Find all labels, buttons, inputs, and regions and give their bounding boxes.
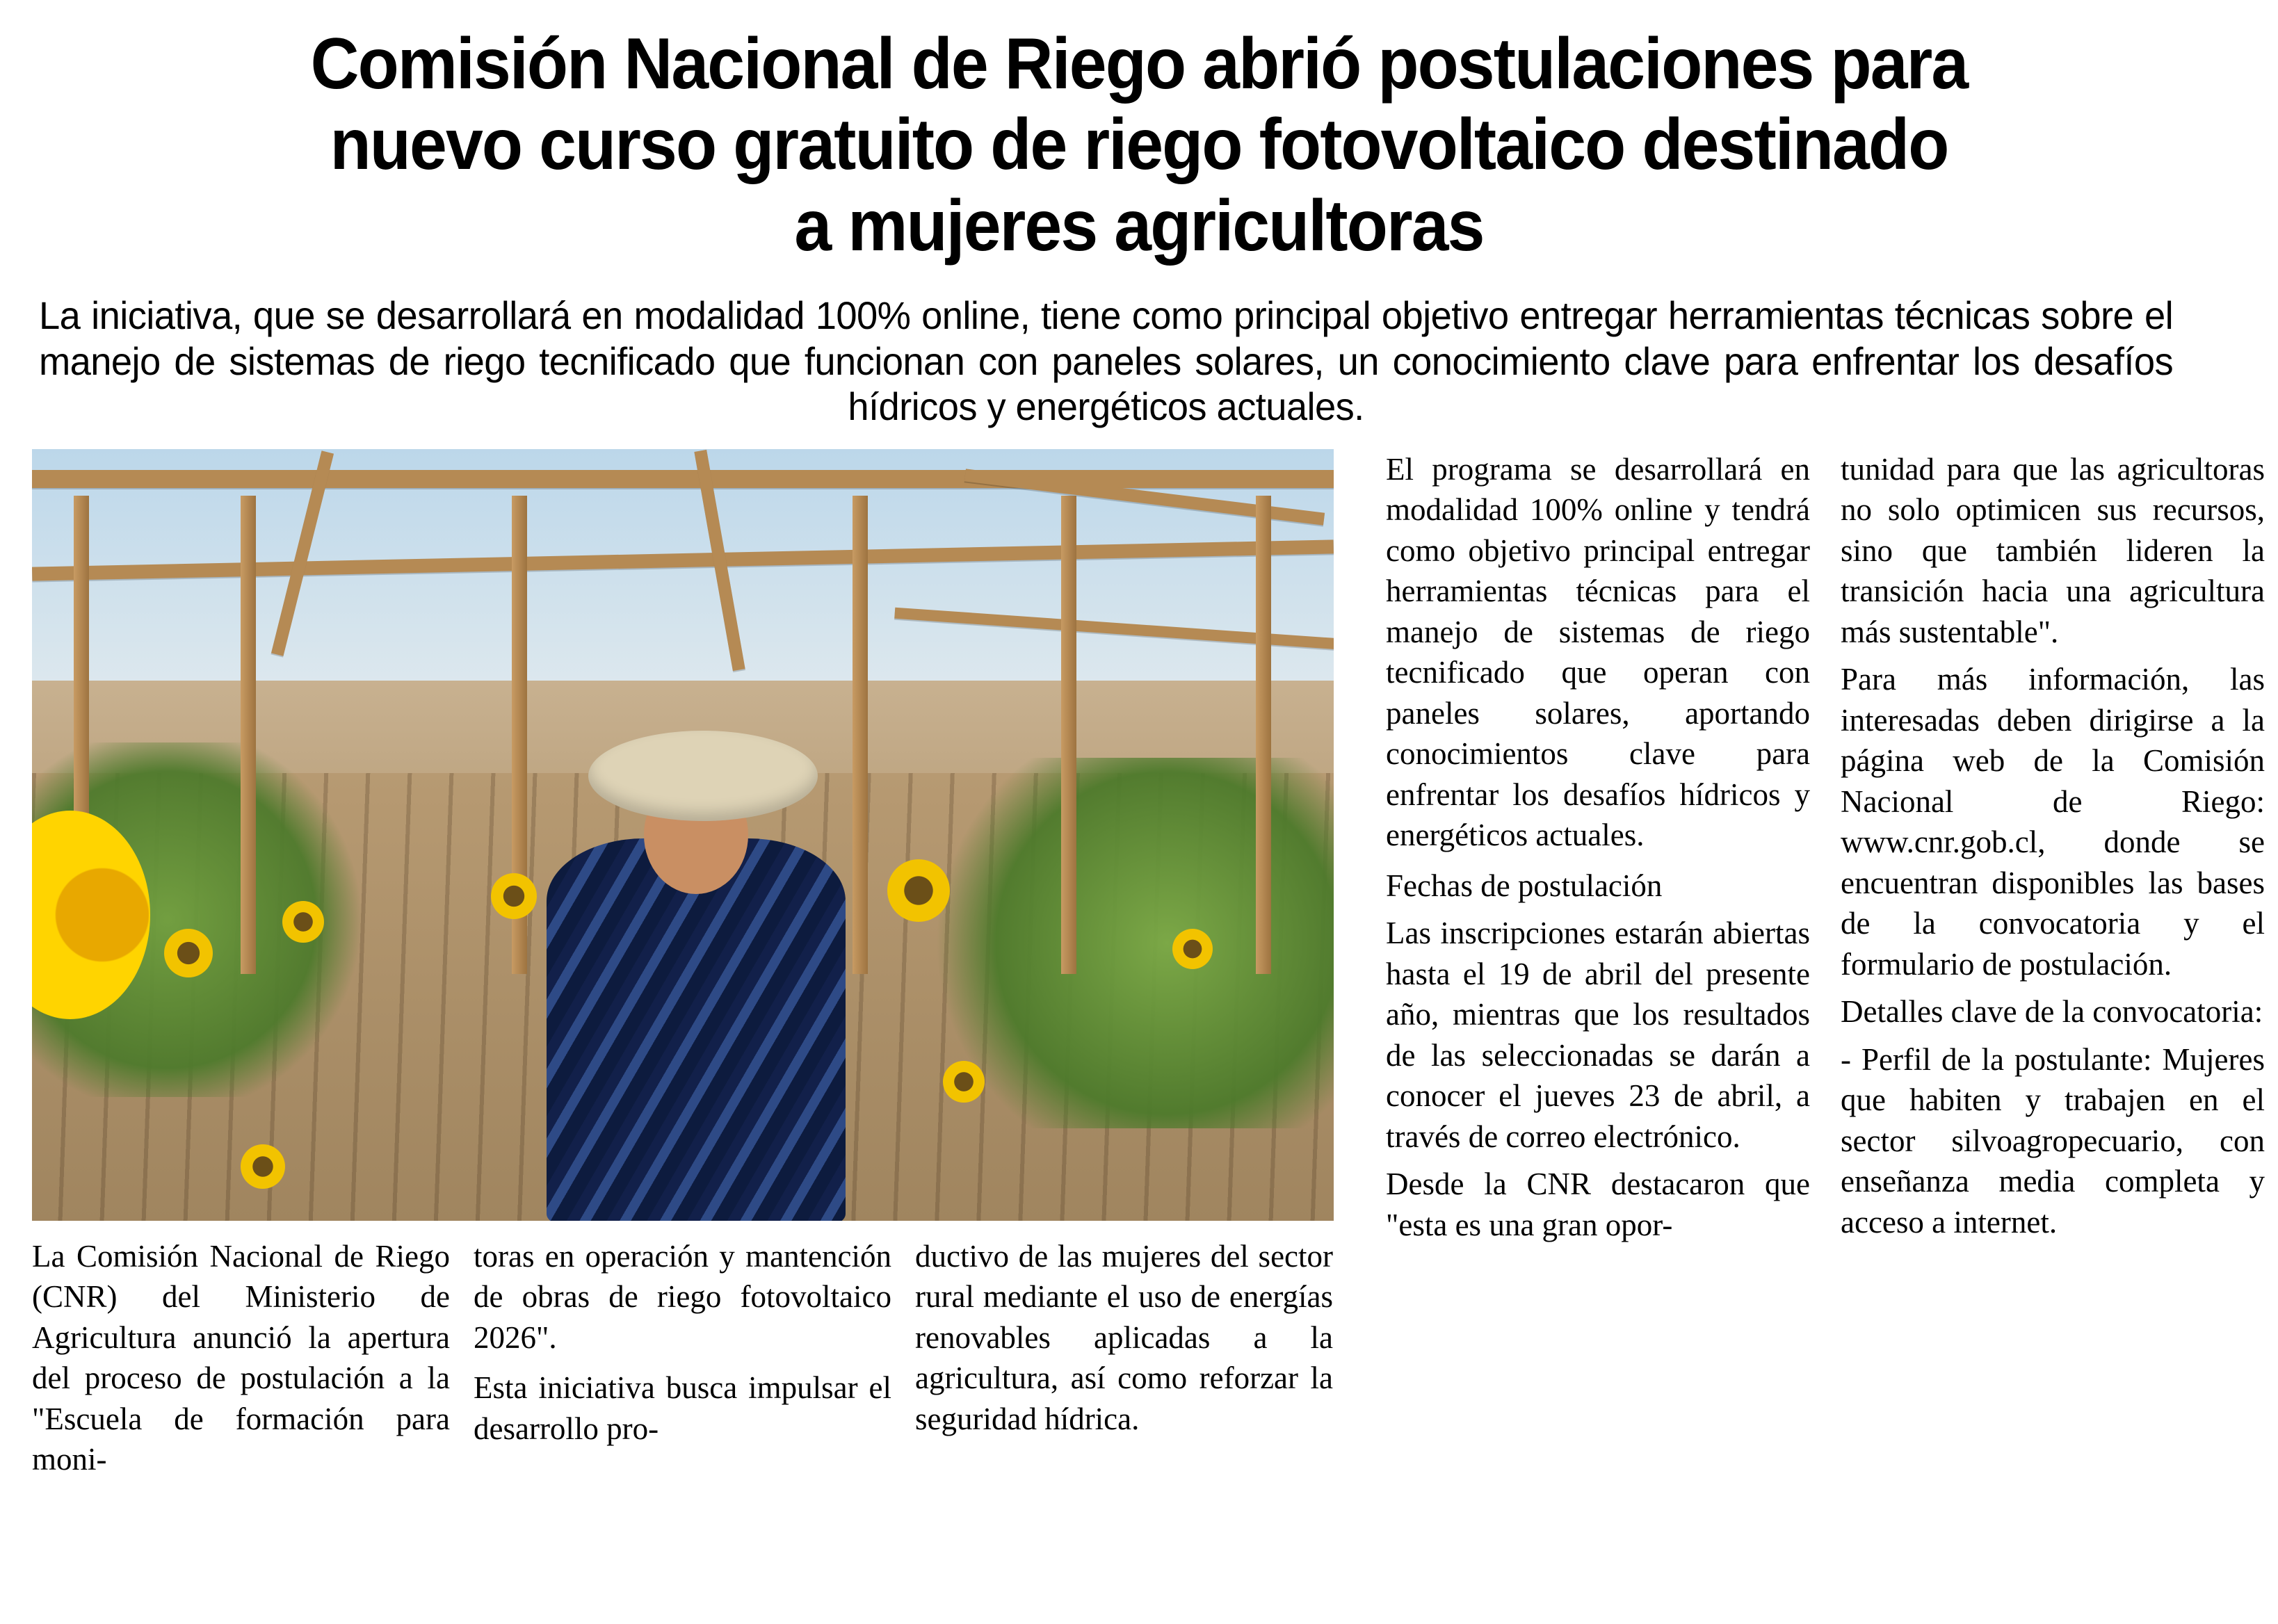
photo-sunflower: [282, 901, 324, 943]
paragraph: Para más información, las interesadas deben dirigirse a la página web de la Comisión Nacional de Riego: www.cnr.gob.cl, donde se encuentran disponibles las bases de la convocatoria y el formulario de postulación.: [1841, 662, 2265, 982]
paragraph: tunidad para que las agricultoras no solo optimicen sus recursos, sino que también lideren la transición hacia una agricultura más sustentable".: [1841, 451, 2265, 649]
article-standfirst: La iniciativa, que se desarrollará en modalidad 100% online, tiene como principal objetivo entregar herramientas técnicas sobre el manejo de sistemas de riego tecnificado que funcionan con paneles solares, un conocimiento clave para enfrentar los desafíos hídricos y energéticos actuales.: [39, 293, 2174, 429]
section-subheading: Detalles clave de la convocatoria:: [1841, 994, 2263, 1030]
text-column-2: [474, 1236, 891, 1480]
photo-sunflower: [1172, 929, 1213, 969]
headline-line-2: nuevo curso gratuito de riego fotovoltaico destinado: [330, 104, 1948, 186]
paragraph: - Perfil de la postulante: Mujeres que habiten y trabajen en el sector silvoagropecuario, con enseñanza media completa y acceso a internet.: [1841, 1041, 2265, 1240]
paragraph: La Comisión Nacional de Riego (CNR) del Ministerio de Agricultura anunció la apertura del proceso de postulación a la "Escuela de formación para moni-: [32, 1238, 450, 1477]
paragraph: ductivo de las mujeres del sector rural mediante el uso de energías renovables aplicadas a la agricultura, así como reforzar la seguridad hídrica.: [915, 1238, 1333, 1436]
left-block: [32, 449, 1357, 1537]
text-column-1: [32, 1236, 450, 1480]
photo-beam: [32, 470, 1334, 488]
photo-person-hat: [588, 731, 818, 821]
photo-sunflower: [164, 929, 213, 977]
photo-sunflower: [241, 1144, 285, 1189]
photo-post: [1256, 496, 1271, 974]
text-column-3: [915, 1236, 1333, 1480]
paragraph: Esta iniciativa busca impulsar el desarrollo pro-: [474, 1370, 891, 1446]
article-photo: [32, 449, 1334, 1221]
section-subheading: Fechas de postulación: [1386, 868, 1663, 903]
photo-person-body: [547, 838, 846, 1221]
text-column-5: [1841, 449, 2265, 1537]
photo-post: [1061, 496, 1076, 974]
article-body: [32, 449, 2265, 1537]
right-columns: [1386, 449, 2265, 1537]
photo-post: [241, 496, 256, 974]
paragraph: El programa se desarrollará en modalidad 100% online y tendrá como objetivo principal entregar herramientas técnicas para el manejo de sistemas de riego tecnificado que operan con paneles solares, aportando conocimientos clave para enfrentar los desafíos hídricos y energéticos actuales.: [1386, 451, 1810, 853]
paragraph: Las inscripciones estarán abiertas hasta el 19 de abril del presente año, mientras que los resultados de las seleccionadas se darán a conocer el jueves 23 de abril, a través de correo electrónico.: [1386, 916, 1810, 1154]
caption-columns: [32, 1236, 1357, 1480]
headline-line-3: a mujeres agricultoras: [794, 185, 1484, 266]
headline-line-1: Comisión Nacional de Riego abrió postulaciones para: [310, 24, 1968, 104]
photo-sunflower: [491, 873, 537, 919]
paragraph: toras en operación y mantención de obras de riego fotovoltaico 2026".: [474, 1238, 891, 1355]
photo-sunflower: [943, 1061, 985, 1103]
text-column-4: [1386, 449, 1810, 1537]
photo-sunflower: [887, 859, 950, 922]
paragraph: Desde la CNR destacaron que "esta es una gran opor-: [1386, 1167, 1810, 1242]
page-title: [136, 24, 2143, 266]
photo-post: [853, 496, 868, 974]
